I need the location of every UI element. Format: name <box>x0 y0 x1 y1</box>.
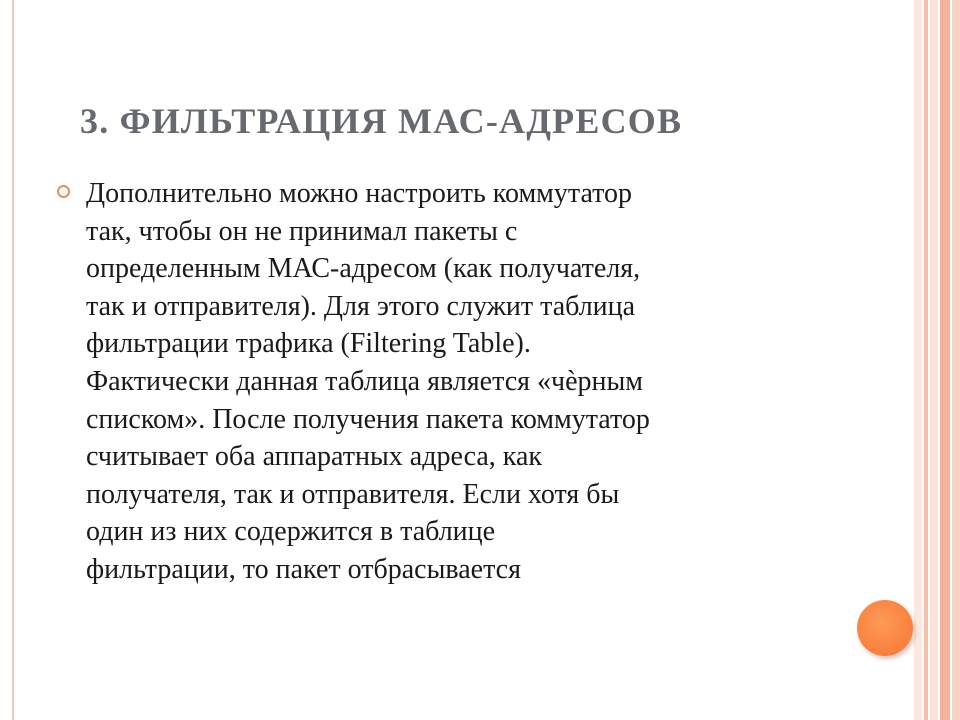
stripe-1 <box>914 0 922 720</box>
bullet-paragraph: Дополнительно можно настроить коммутатор так, чтобы он не принимал пакеты с определенным МАС-адресом (как получателя, так и отправителя). Для этого служит таблица фильтрации трафика (Filtering Table). Фактически данная таблица является «чѐрным списком». После получения пакета коммутатор считывает оба аппаратных адреса, как получателя, так и отправителя. Если хотя бы один из них содержится в таблице фильтрации, то пакет отбрасывается <box>86 178 650 585</box>
decorative-right-stripes <box>914 0 960 720</box>
stripe-4 <box>940 0 950 720</box>
slide-title: 3. ФИЛЬТРАЦИЯ МАС-АДРЕСОВ <box>80 101 683 141</box>
stripe-3 <box>930 0 938 720</box>
orange-circle-decoration <box>857 600 913 656</box>
stripe-2 <box>924 0 928 720</box>
bullet-circle-icon <box>57 185 70 198</box>
stripe-5 <box>952 0 960 720</box>
left-border-line <box>12 0 14 720</box>
